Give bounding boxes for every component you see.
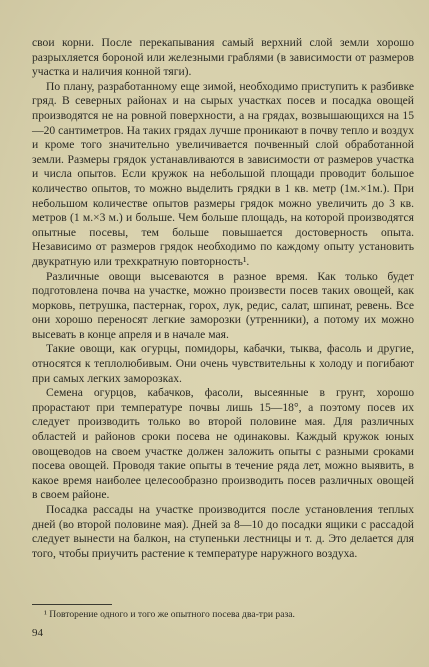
- paragraph-4: Такие овощи, как огурцы, помидоры, кабачки, тыква, фасоль и другие, относятся к теплолюбивым. Они очень чувствительны к холоду и погибают при самых легких заморозках.: [32, 342, 414, 385]
- body-text: [32, 36, 414, 561]
- paragraph-6: Посадка рассады на участке производится после установления теплых дней (во второй половине мая). Дней за 8—10 до посадки ящики с рассадой следует вынести на балкон, на ступеньки лестницы и т. д. Это делается для того, чтобы приучить растение к температуре наружного воздуха.: [32, 503, 414, 560]
- paragraph-1: свои корни. После перекапывания самый верхний слой земли хорошо разрыхляется бороной или железными граблями (в зависимости от размеров участка и наличия конной тяги).: [32, 36, 414, 79]
- page-number: 94: [32, 627, 43, 639]
- paragraph-2: По плану, разработанному еще зимой, необходимо приступить к разбивке гряд. В северных районах и на сырых участках посев и посадка овощей производятся не на ровной поверхности, а на грядах, возвышающихся на 15—20 сантиметров. На таких грядах лучше проникают в почву тепло и воздух и кроме того значительно увеличивается почвенный слой обработанной земли. Размеры грядок устанавливаются в зависимости от размеров участка и числа опытов. Если кружок на небольшой площади проводит большое количество опытов, то можно выделить грядки в 1 кв. метр (1м.×1м.). При небольшом количестве опытов размеры грядок можно увеличить до 3 кв. метров (1 м.×3 м.) и больше. Чем больше площадь, на которой производятся опытные посевы, тем больше повышается достоверность опыта. Независимо от размеров грядок необходимо по каждому опыту установить двукратную или трехкратную повторность¹.: [32, 79, 414, 268]
- paragraph-3: Различные овощи высеваются в разное время. Как только будет подготовлена почва на участке, можно произвести посев таких овощей, как морковь, петрушка, пастернак, горох, лук, редис, салат, шпинат, ревень. Все они хорошо переносят легкие заморозки (утренники), а потому их можно высевать в конце апреля и в начале мая.: [32, 269, 414, 341]
- footnote-divider: [32, 604, 112, 605]
- paragraph-5: Семена огурцов, кабачков, фасоли, высеянные в грунт, хорошо прорастают при температуре почвы лишь 15—18°, а поэтому посев их следует производить только во второй половине мая. Для различных областей и районов сроки посева не одинаковы. Каждый кружок юных овощеводов на своем участке должен заложить опыты с разными сроками посева овощей. Проводя такие опыты в течение ряда лет, можно выявить, в какое время наиболее целесообразно производить посев различных овощей в своем районе.: [32, 386, 414, 502]
- footnote: ¹ Повторение одного и того же опытного посева два-три раза.: [44, 609, 295, 620]
